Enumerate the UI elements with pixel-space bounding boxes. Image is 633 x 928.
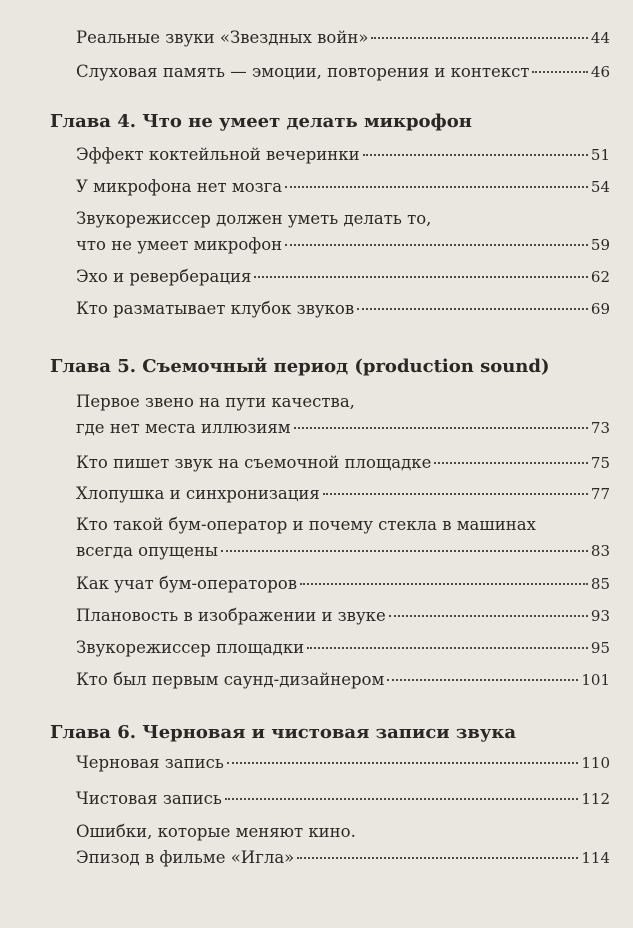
chapter-heading: Глава 6. Черновая и чистовая записи звука (50, 722, 517, 743)
entry-title: Звукорежиссер должен уметь делать то, (76, 209, 432, 228)
entry-title: Кто разматывает клубок звуков (76, 299, 355, 318)
dot-leader (371, 37, 587, 39)
entry-title: Чистовая запись (76, 789, 222, 808)
entry-title: Плановость в изображении и звуке (76, 606, 386, 625)
entry-title-cont: где нет места иллюзиям (76, 418, 291, 437)
page-number: 93 (590, 607, 610, 625)
toc-entry (76, 142, 610, 168)
dot-leader (254, 276, 587, 278)
toc-entry (76, 206, 610, 258)
page-number: 54 (590, 178, 610, 196)
page-number: 51 (590, 146, 610, 164)
entry-title: Как учат бум-операторов (76, 574, 297, 593)
entry-title: Кто такой бум-оператор и почему стекла в машинах (76, 515, 536, 534)
toc-entry (76, 389, 610, 441)
entry-title: Эффект коктейльной вечеринки (76, 145, 360, 164)
dot-leader (387, 679, 578, 681)
dot-leader (363, 154, 588, 156)
page-number: 75 (590, 454, 610, 472)
page-number: 62 (590, 268, 610, 286)
toc-entry (76, 786, 610, 812)
toc-entry (76, 819, 610, 871)
toc-entry (76, 59, 610, 85)
dot-leader (434, 462, 588, 464)
toc-entry (76, 481, 610, 507)
dot-leader (225, 798, 578, 800)
entry-title: Кто был первым саунд-дизайнером (76, 670, 385, 689)
chapter-heading: Глава 5. Съемочный период (production sound) (50, 356, 550, 377)
page-number: 44 (590, 29, 610, 47)
toc-entry (76, 512, 610, 564)
page-number: 101 (581, 671, 610, 689)
entry-title-cont: Эпизод в фильме «Игла» (76, 848, 295, 867)
toc-entry (76, 667, 610, 693)
dot-leader (227, 762, 579, 764)
toc-entry (76, 264, 610, 290)
dot-leader (300, 583, 588, 585)
dot-leader (221, 550, 588, 552)
entry-title-cont: всегда опущены (76, 541, 219, 560)
toc-entry (76, 174, 610, 200)
toc-entry (76, 296, 610, 322)
entry-title: Эхо и реверберация (76, 267, 252, 286)
toc-entry (76, 635, 610, 661)
entry-title-cont: что не умеет микрофон (76, 235, 283, 254)
page-number: 110 (581, 754, 610, 772)
entry-title: Реальные звуки «Звездных войн» (76, 28, 369, 47)
entry-title: Ошибки, которые меняют кино. (76, 822, 356, 841)
toc-entry (76, 603, 610, 629)
entry-title: Звукорежиссер площадки (76, 638, 305, 657)
dot-leader (532, 71, 587, 73)
dot-leader (285, 244, 588, 246)
entry-title: Слуховая память — эмоции, повторения и контекст (76, 62, 530, 81)
entry-title: Первое звено на пути качества, (76, 392, 355, 411)
dot-leader (294, 427, 588, 429)
dot-leader (357, 308, 588, 310)
toc-entry (76, 25, 610, 51)
page-number: 85 (590, 575, 610, 593)
page-number: 114 (581, 849, 610, 867)
chapter-heading: Глава 4. Что не умеет делать микрофон (50, 111, 472, 132)
entry-title: Кто пишет звук на съемочной площадке (76, 453, 432, 472)
entry-title: Черновая запись (76, 753, 224, 772)
page-number: 83 (590, 542, 610, 560)
toc-entry (76, 571, 610, 597)
page-number: 112 (581, 790, 610, 808)
page-number: 69 (590, 300, 610, 318)
dot-leader (285, 186, 588, 188)
entry-title: У микрофона нет мозга (76, 177, 283, 196)
toc-entry (76, 450, 610, 476)
dot-leader (307, 647, 588, 649)
page-number: 59 (590, 236, 610, 254)
page-number: 46 (590, 63, 610, 81)
toc-entry (76, 750, 610, 776)
dot-leader (297, 857, 578, 859)
page-number: 73 (590, 419, 610, 437)
page-number: 77 (590, 485, 610, 503)
page-number: 95 (590, 639, 610, 657)
dot-leader (323, 493, 588, 495)
dot-leader (389, 615, 588, 617)
entry-title: Хлопушка и синхронизация (76, 484, 320, 503)
